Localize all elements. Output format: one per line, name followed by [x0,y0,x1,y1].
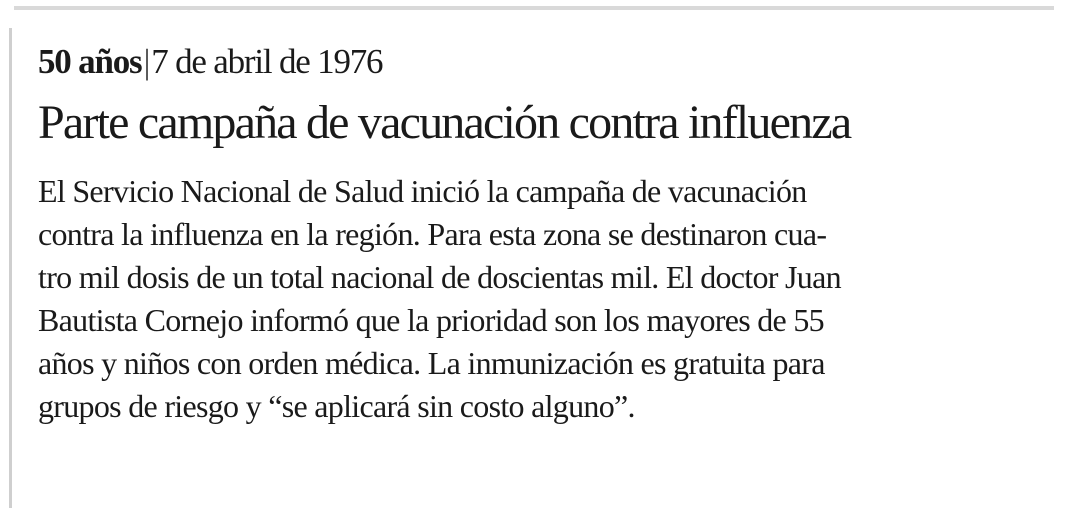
article-headline: Parte campaña de vacunación contra influenza [38,96,851,149]
column-rule [9,28,12,508]
body-line: contra la influenza en la región. Para esta zona se destinaron cua- [38,216,827,252]
body-line: tro mil dosis de un total nacional de doscientas mil. El doctor Juan [38,259,841,295]
body-line: El Servicio Nacional de Salud inició la campaña de vacunación [38,173,807,209]
kicker-date: 7 de abril de 1976 [151,42,383,81]
article-body [38,170,1038,428]
body-line: años y niños con orden médica. La inmunización es gratuita para [38,345,825,381]
top-divider [14,6,1054,10]
kicker-section: 50 años [38,42,142,81]
body-line: Bautista Cornejo informó que la prioridad son los mayores de 55 [38,302,824,338]
kicker-separator: | [143,42,150,81]
body-line: grupos de riesgo y “se aplicará sin costo alguno”. [38,388,635,424]
article [38,32,1038,428]
article-kicker [38,32,1038,92]
